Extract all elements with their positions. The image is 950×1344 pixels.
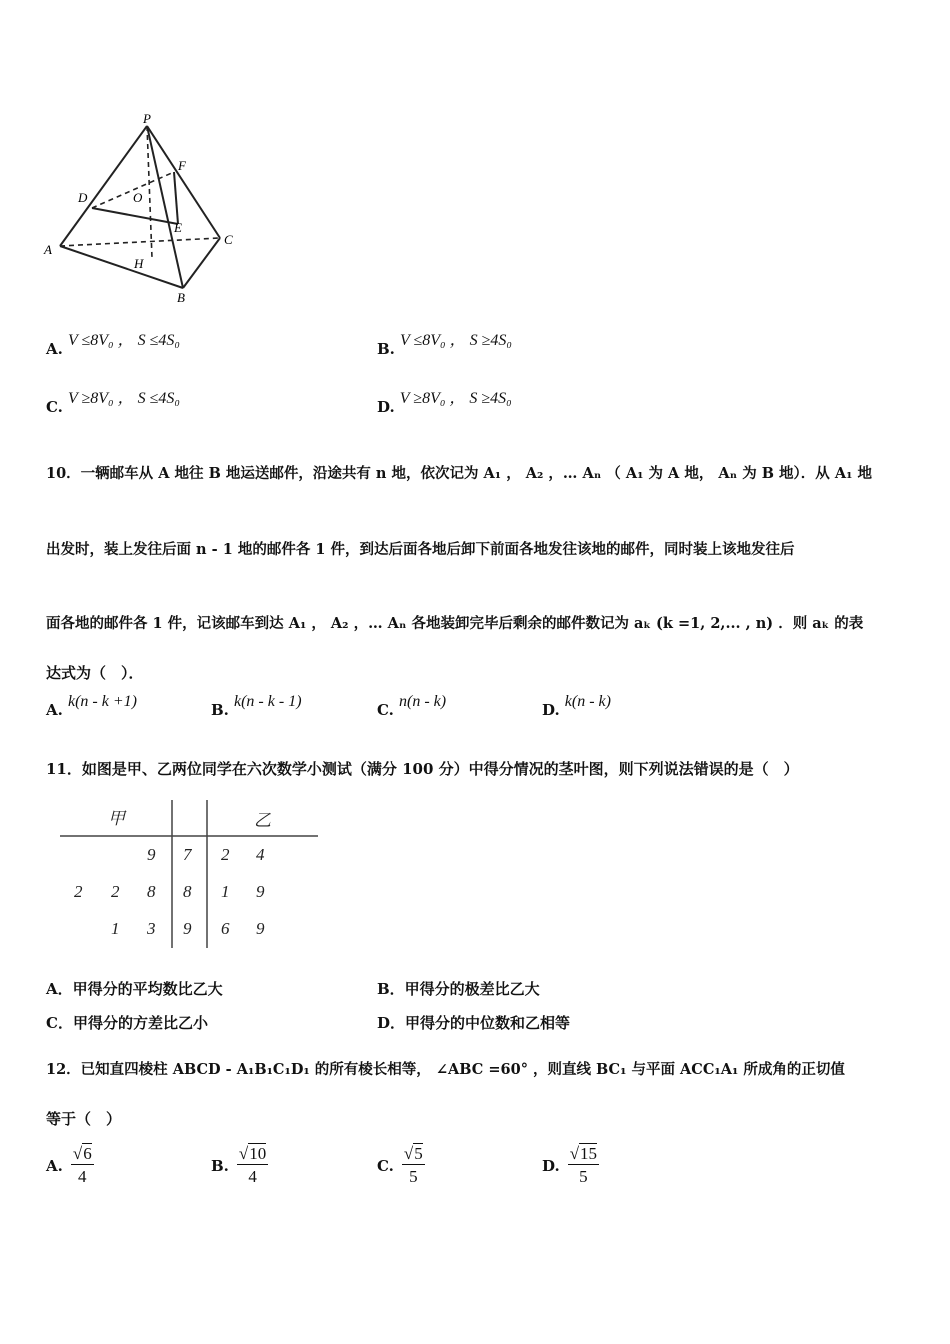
q9-option-c[interactable]: C. V ≥8V₀ ， S ≤4S₀ bbox=[46, 390, 180, 416]
edge-fe bbox=[174, 172, 178, 224]
leaf-right: 1 bbox=[221, 882, 230, 901]
q10-option-b[interactable]: B. k(n - k - 1) bbox=[211, 693, 302, 719]
figure-label: O bbox=[133, 190, 143, 205]
leaf-left: 3 bbox=[147, 919, 156, 938]
figure-label: B bbox=[177, 290, 185, 305]
q11-option-c[interactable]: C．甲得分的方差比乙小 bbox=[46, 1014, 208, 1032]
stem-value: 8 bbox=[183, 882, 192, 901]
q10-option-a[interactable]: A. k(n - k +1) bbox=[46, 693, 137, 719]
q10-line3: 面各地的邮件各 1 件，记该邮车到达 A₁ ， A₂ ，… Aₙ 各地装卸完毕后剩余的邮件数记为 aₖ (k =1, 2,... , n) ．则 aₖ 的表 bbox=[46, 615, 864, 632]
q11-option-d[interactable]: D．甲得分的中位数和乙相等 bbox=[377, 1014, 571, 1032]
figure-label: D bbox=[78, 190, 88, 205]
leaf-left: 1 bbox=[111, 919, 120, 938]
q10-line2: 出发时，装上发往后面 n - 1 地的邮件各 1 件，到达后面各地后卸下前面各地发往该地的邮件，同时装上该地发往后 bbox=[46, 541, 795, 558]
header-jia: 甲 bbox=[108, 809, 125, 828]
leaf-left: 2 bbox=[111, 882, 120, 901]
q10-option-c[interactable]: C. n(n - k) bbox=[377, 693, 447, 719]
q12-option-d[interactable]: D. $\frac{√15}{5}$ bbox=[542, 1144, 598, 1186]
stem-value: 9 bbox=[183, 919, 192, 938]
figure-label: P bbox=[143, 111, 151, 126]
figure-label: C bbox=[224, 232, 233, 247]
figure-label: A bbox=[44, 242, 52, 257]
fraction: $\frac{√5}{5}$ bbox=[403, 1144, 423, 1186]
edge-ac-hidden bbox=[60, 238, 220, 246]
edge-pa bbox=[60, 126, 147, 246]
q11-stem: 11．如图是甲、乙两位同学在六次数学小测试（满分 100 分）中得分情况的茎叶图，则下列说法错误的是（ ） bbox=[46, 760, 799, 778]
q9-option-d[interactable]: D. V ≥8V₀ ， S ≥4S₀ bbox=[377, 390, 512, 416]
leaf-left: 9 bbox=[147, 845, 156, 864]
leaf-right: 2 bbox=[221, 845, 230, 864]
leaf-left: 2 bbox=[74, 882, 83, 901]
stem-value: 7 bbox=[183, 845, 192, 864]
q12-line2: 等于（ ） bbox=[46, 1110, 122, 1128]
q10-option-d[interactable]: D. k(n - k) bbox=[542, 693, 611, 719]
fraction: $\frac{√15}{5}$ bbox=[569, 1144, 598, 1186]
figure-label: F bbox=[178, 158, 186, 173]
q11-option-a[interactable]: A．甲得分的平均数比乙大 bbox=[46, 980, 223, 998]
q12-line1: 12．已知直四棱柱 ABCD - A₁B₁C₁D₁ 的所有棱长相等， ∠ABC =60° ，则直线 BC₁ 与平面 ACC₁A₁ 所成角的正切值 bbox=[46, 1061, 845, 1078]
q12-option-c[interactable]: C. $\frac{√5}{5}$ bbox=[377, 1144, 423, 1186]
q9-option-a[interactable]: A. V ≤8V₀ ， S ≤4S₀ bbox=[46, 332, 180, 358]
leaf-right: 9 bbox=[256, 919, 265, 938]
q10-line4: 达式为（ ）． bbox=[46, 664, 144, 682]
leaf-right: 9 bbox=[256, 882, 265, 901]
leaf-right: 6 bbox=[221, 919, 230, 938]
figure-label: E bbox=[174, 220, 182, 235]
fraction: $\frac{√6}{4}$ bbox=[72, 1144, 92, 1186]
header-yi: 乙 bbox=[254, 811, 271, 830]
q10-line1: 10．一辆邮车从 A 地往 B 地运送邮件，沿途共有 n 地，依次记为 A₁ ， A₂ ，… Aₙ （ A₁ 为 A 地， Aₙ 为 B 地）．从 A₁ 地 bbox=[46, 465, 872, 482]
leaf-right: 4 bbox=[256, 845, 265, 864]
q11-option-b[interactable]: B．甲得分的极差比乙大 bbox=[377, 980, 540, 998]
stem-leaf-plot bbox=[56, 796, 326, 954]
figure-label: H bbox=[134, 256, 144, 271]
q12-option-b[interactable]: B. $\frac{√10}{4}$ bbox=[211, 1144, 267, 1186]
tetrahedron-figure bbox=[40, 108, 250, 308]
fraction: $\frac{√10}{4}$ bbox=[238, 1144, 267, 1186]
edge-ab bbox=[60, 246, 183, 288]
edge-bc bbox=[183, 238, 220, 288]
q12-option-a[interactable]: A. $\frac{√6}{4}$ bbox=[46, 1144, 92, 1186]
q9-option-b[interactable]: B. V ≤8V₀ ， S ≥4S₀ bbox=[377, 332, 512, 358]
leaf-left: 8 bbox=[147, 882, 156, 901]
